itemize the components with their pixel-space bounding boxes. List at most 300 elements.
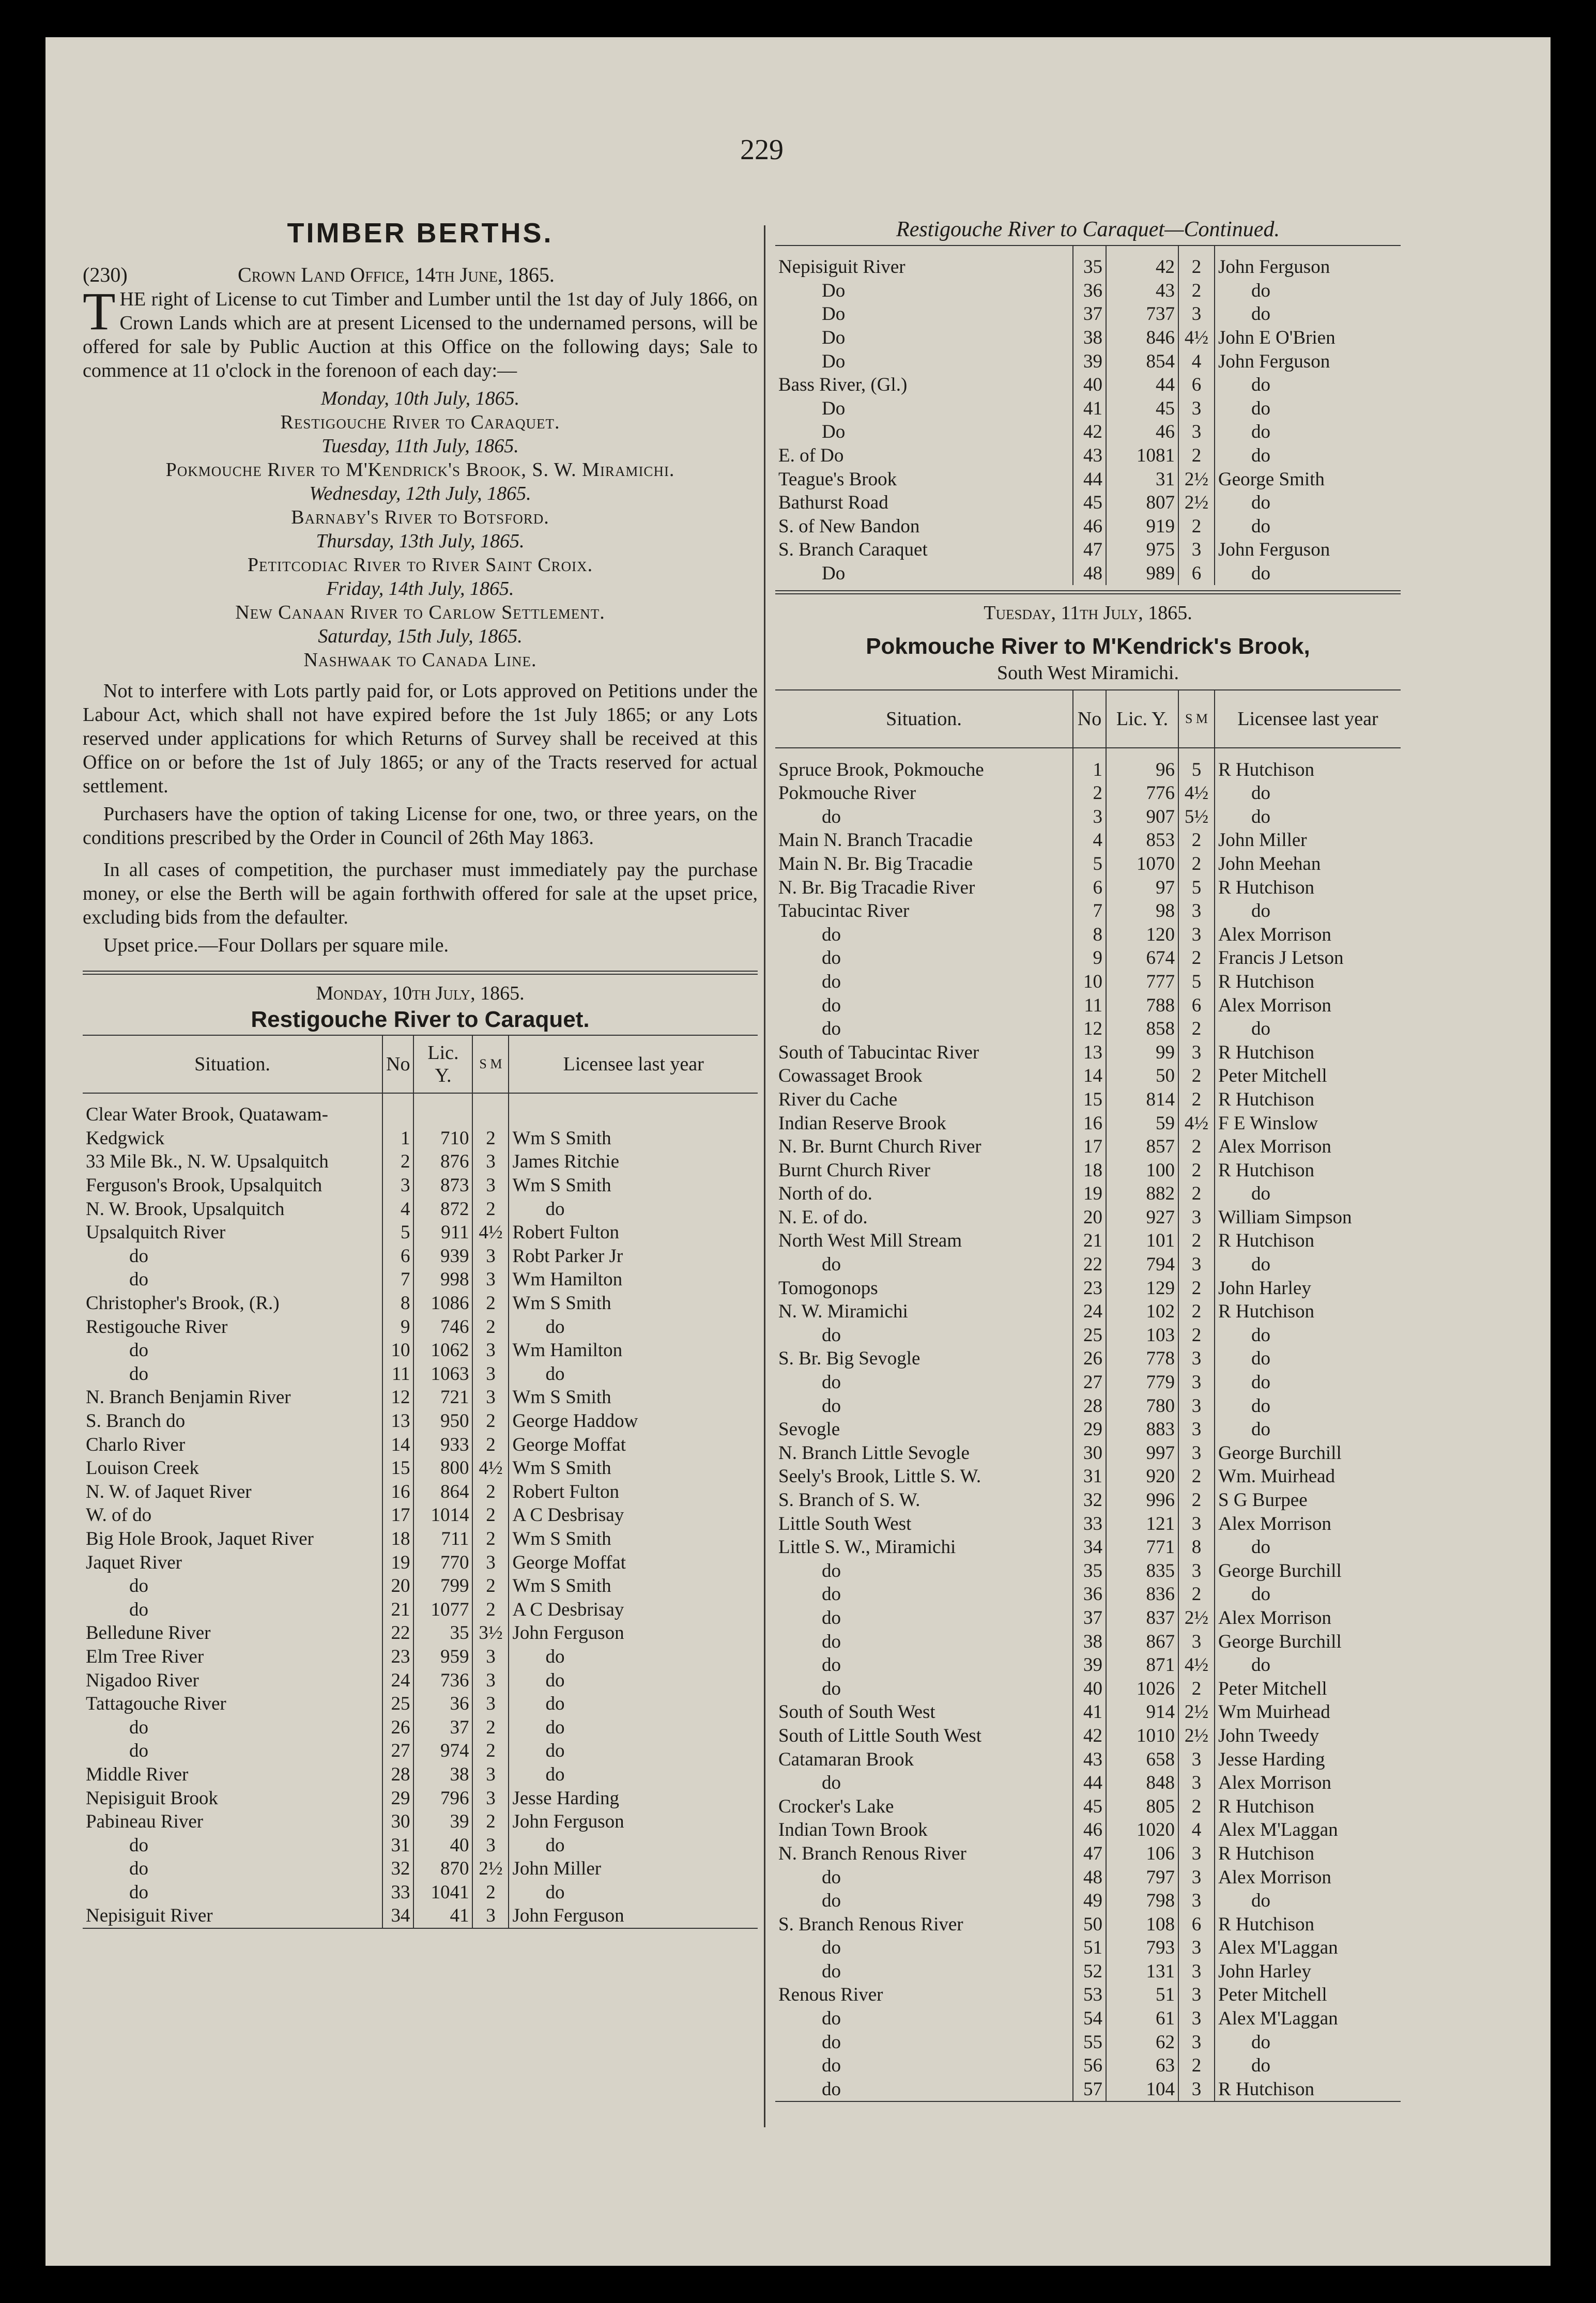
table-row xyxy=(83,1362,758,1386)
cell-sm: 3 xyxy=(1178,1253,1215,1277)
schedule-day: Monday, 10th July, 1865. xyxy=(320,388,520,409)
cell-lic-year: 746 xyxy=(413,1315,472,1339)
table-row xyxy=(775,245,1401,279)
cell-situation: Sevogle xyxy=(778,1419,840,1440)
schedule-route: Petitcodiac River to River Saint Croix. xyxy=(247,554,593,576)
header-sm: S M xyxy=(472,1035,509,1093)
table-row xyxy=(775,1135,1401,1159)
cell-no: 36 xyxy=(1073,1583,1106,1606)
cell-situation: Little South West xyxy=(778,1513,912,1534)
cell-situation: S. Br. Big Sevogle xyxy=(778,1348,920,1370)
cell-lic-year: 40 xyxy=(413,1833,472,1857)
cell-lic-year: 1086 xyxy=(413,1292,472,1315)
cell-sm: 3½ xyxy=(472,1621,509,1645)
table-row xyxy=(83,1857,758,1881)
cell-lic-year: 39 xyxy=(413,1810,472,1834)
cell-lic-year: 854 xyxy=(1106,349,1178,373)
table-row xyxy=(775,876,1401,899)
cell-no: 30 xyxy=(1073,1441,1106,1465)
cell-lic-year: 120 xyxy=(1106,923,1178,946)
cell-licensee: R Hutchison xyxy=(1215,1794,1401,1818)
cell-no: 33 xyxy=(1073,1512,1106,1536)
cell-no: 44 xyxy=(1073,1771,1106,1795)
cell-lic-year: 933 xyxy=(413,1433,472,1456)
cell-no: 27 xyxy=(1073,1371,1106,1394)
cell-lic-year: 771 xyxy=(1106,1536,1178,1559)
cell-licensee: do xyxy=(509,1315,758,1339)
cell-situation: River du Cache xyxy=(778,1088,898,1110)
table-row xyxy=(775,1606,1401,1630)
cell-no: 50 xyxy=(1073,1912,1106,1936)
cell-no: 51 xyxy=(1073,1936,1106,1960)
cell-licensee: F E Winslow xyxy=(1215,1111,1401,1135)
cell-sm: 3 xyxy=(472,1763,509,1787)
cell-licensee: Jesse Harding xyxy=(509,1786,758,1810)
cell-situation: Nepisiguit River xyxy=(778,256,906,278)
cell-licensee: Robt Parker Jr xyxy=(509,1245,758,1268)
cell-licensee: do xyxy=(1215,781,1401,805)
cell-situation: Burnt Church River xyxy=(778,1159,930,1181)
cell-situation: Main N. Branch Tracadie xyxy=(778,830,973,851)
cell-situation: S. Branch Caraquet xyxy=(778,539,928,561)
cell-licensee: John Miller xyxy=(509,1857,758,1881)
table-row xyxy=(775,444,1401,468)
table-row xyxy=(775,397,1401,421)
cell-lic-year: 876 xyxy=(413,1150,472,1174)
cell-no: 46 xyxy=(1073,515,1106,539)
cell-no: 35 xyxy=(1073,245,1106,279)
table-row xyxy=(775,1441,1401,1465)
cell-licensee: Wm S Smith xyxy=(509,1174,758,1197)
cell-licensee: Alex Morrison xyxy=(1215,1512,1401,1536)
cell-situation: N. W. Brook, Upsalquitch xyxy=(86,1198,285,1220)
cell-sm: 3 xyxy=(1178,1865,1215,1889)
cell-licensee: Peter Mitchell xyxy=(1215,1064,1401,1088)
cell-licensee: Wm S Smith xyxy=(509,1574,758,1598)
cell-licensee: John Ferguson xyxy=(1215,538,1401,562)
cell-licensee: do xyxy=(1215,420,1401,444)
cell-sm: 3 xyxy=(1178,2078,1215,2101)
cell-no: 14 xyxy=(382,1433,413,1456)
table-row xyxy=(775,373,1401,397)
cell-no: 29 xyxy=(1073,1418,1106,1441)
double-rule-right xyxy=(775,590,1401,594)
cell-situation: South of Little South West xyxy=(778,1725,982,1746)
cell-sm: 3 xyxy=(472,1786,509,1810)
cell-lic-year: 44 xyxy=(1106,373,1178,397)
cell-situation: do xyxy=(822,1772,841,1794)
cell-licensee: George Burchill xyxy=(1215,1559,1401,1583)
table-row xyxy=(775,1512,1401,1536)
cell-lic-year: 779 xyxy=(1106,1371,1178,1394)
header-lic: Lic. Y. xyxy=(413,1035,472,1093)
cell-situation: Renous River xyxy=(778,1984,883,2006)
cell-situation: do xyxy=(822,924,841,945)
table-row xyxy=(83,1292,758,1315)
cell-lic-year: 788 xyxy=(1106,993,1178,1017)
cell-no: 34 xyxy=(382,1904,413,1928)
notice-intro xyxy=(83,282,758,382)
cell-no: 2 xyxy=(382,1150,413,1174)
cell-no: 14 xyxy=(1073,1064,1106,1088)
table-row xyxy=(775,1465,1401,1488)
table-row xyxy=(775,1818,1401,1842)
cell-licensee: do xyxy=(1215,899,1401,923)
cell-sm: 2 xyxy=(1178,515,1215,539)
cell-situation: do xyxy=(822,2008,841,2030)
cell-no: 25 xyxy=(382,1692,413,1716)
table-row xyxy=(83,1527,758,1551)
cell-licensee: R Hutchison xyxy=(1215,1040,1401,1064)
table-row xyxy=(83,1550,758,1574)
cell-lic-year: 1010 xyxy=(1106,1724,1178,1748)
cell-lic-year: 61 xyxy=(1106,2007,1178,2031)
cell-sm: 3 xyxy=(472,1268,509,1292)
cell-sm: 3 xyxy=(1178,2030,1215,2054)
cell-lic-year: 975 xyxy=(1106,538,1178,562)
cell-sm: 3 xyxy=(1178,1747,1215,1771)
cell-lic-year: 799 xyxy=(413,1574,472,1598)
cell-licensee: Robert Fulton xyxy=(509,1480,758,1504)
cell-no: 46 xyxy=(1073,1818,1106,1842)
table-row xyxy=(775,1017,1401,1041)
cell-sm: 3 xyxy=(472,1245,509,1268)
cell-lic-year: 797 xyxy=(1106,1865,1178,1889)
cell-sm: 3 xyxy=(1178,1889,1215,1913)
cell-no: 22 xyxy=(382,1621,413,1645)
cell-lic-year: 51 xyxy=(1106,1983,1178,2007)
cell-no: 13 xyxy=(1073,1040,1106,1064)
cell-lic-year: 871 xyxy=(1106,1653,1178,1677)
table-row xyxy=(83,1904,758,1928)
table-row xyxy=(83,1715,758,1739)
cell-lic-year: 98 xyxy=(1106,899,1178,923)
cell-no: 16 xyxy=(382,1480,413,1504)
cell-situation: Big Hole Brook, Jaquet River xyxy=(86,1528,314,1549)
cell-no: 39 xyxy=(1073,1653,1106,1677)
cell-sm: 3 xyxy=(1178,1960,1215,1984)
cell-lic-year: 776 xyxy=(1106,781,1178,805)
cell-sm: 3 xyxy=(1178,538,1215,562)
cell-licensee: John Ferguson xyxy=(509,1621,758,1645)
cell-no: 2 xyxy=(1073,781,1106,805)
cell-no: 17 xyxy=(1073,1135,1106,1159)
cell-no: 21 xyxy=(1073,1229,1106,1253)
cell-licensee: A C Desbrisay xyxy=(509,1503,758,1527)
cell-lic-year: 998 xyxy=(413,1268,472,1292)
cell-no: 24 xyxy=(382,1668,413,1692)
cell-situation: Tabucintac River xyxy=(778,900,910,922)
cell-situation: do xyxy=(822,1560,841,1582)
cell-licensee: do xyxy=(1215,1182,1401,1206)
table-row xyxy=(775,946,1401,970)
cell-sm: 2½ xyxy=(1178,467,1215,491)
cell-lic-year: 106 xyxy=(1106,1842,1178,1866)
cell-licensee: do xyxy=(509,1668,758,1692)
cell-situation: N. Branch Renous River xyxy=(778,1843,966,1864)
cell-no: 52 xyxy=(1073,1960,1106,1984)
cell-lic-year: 777 xyxy=(1106,970,1178,994)
cell-no: 32 xyxy=(382,1857,413,1881)
cell-lic-year: 807 xyxy=(1106,491,1178,515)
table-row xyxy=(83,1503,758,1527)
cell-licensee: John Harley xyxy=(1215,1960,1401,1984)
table-row xyxy=(775,1936,1401,1960)
cell-lic-year: 914 xyxy=(1106,1700,1178,1724)
cell-sm: 2 xyxy=(472,1315,509,1339)
cell-licensee: John E O'Brien xyxy=(1215,326,1401,350)
table-row xyxy=(775,1724,1401,1748)
cell-licensee: R Hutchison xyxy=(1215,1158,1401,1182)
table-row xyxy=(775,1276,1401,1300)
cell-lic-year: 41 xyxy=(413,1904,472,1928)
cell-no: 32 xyxy=(1073,1488,1106,1512)
cell-situation: South of South West xyxy=(778,1701,935,1723)
cell-lic-year: 864 xyxy=(413,1480,472,1504)
cell-licensee: do xyxy=(1215,1394,1401,1418)
table-row xyxy=(775,1347,1401,1371)
cell-sm: 2 xyxy=(472,1503,509,1527)
cell-licensee: John Ferguson xyxy=(509,1904,758,1928)
cell-sm: 3 xyxy=(1178,1630,1215,1653)
cell-licensee: do xyxy=(1215,491,1401,515)
table-row xyxy=(775,1677,1401,1700)
cell-sm: 3 xyxy=(472,1174,509,1197)
cell-no: 11 xyxy=(1073,993,1106,1017)
notice-number: (230) xyxy=(83,263,128,286)
cell-situation: E. of Do xyxy=(778,445,844,467)
cell-lic-year: 658 xyxy=(1106,1747,1178,1771)
table-row xyxy=(775,781,1401,805)
notice-heading: TIMBER BERTHS. xyxy=(287,218,554,249)
cell-no: 3 xyxy=(382,1174,413,1197)
monday-table xyxy=(83,1035,758,1928)
cell-no: 27 xyxy=(382,1739,413,1763)
tuesday-subtitle: South West Miramichi. xyxy=(997,662,1179,684)
cell-no: 36 xyxy=(1073,279,1106,303)
cell-lic-year: 1081 xyxy=(1106,444,1178,468)
table-row xyxy=(775,1536,1401,1559)
cell-lic-year: 31 xyxy=(1106,467,1178,491)
cell-sm: 2 xyxy=(1178,852,1215,876)
cell-situation: Do xyxy=(822,563,846,585)
cell-licensee: Alex M'Laggan xyxy=(1215,1936,1401,1960)
cell-sm: 2 xyxy=(472,1715,509,1739)
table-row xyxy=(775,2007,1401,2031)
header-situation: Situation. xyxy=(83,1035,382,1093)
cell-lic-year: 848 xyxy=(1106,1771,1178,1795)
cell-lic-year: 853 xyxy=(1106,828,1178,852)
cell-licensee: Alex Morrison xyxy=(1215,923,1401,946)
table-row xyxy=(83,1480,758,1504)
cell-sm: 3 xyxy=(1178,1206,1215,1230)
table-row xyxy=(775,1865,1401,1889)
schedule-route: Restigouche River to Caraquet. xyxy=(280,411,560,433)
cell-licensee: do xyxy=(509,1881,758,1905)
cell-sm: 2 xyxy=(1178,2054,1215,2078)
cell-licensee: John Harley xyxy=(1215,1276,1401,1300)
cell-sm: 3 xyxy=(1178,1512,1215,1536)
cell-sm: 2 xyxy=(472,1574,509,1598)
cell-situation: Bass River, (Gl.) xyxy=(778,374,908,396)
cell-sm: 3 xyxy=(1178,397,1215,421)
cell-no: 53 xyxy=(1073,1983,1106,2007)
cell-licensee: A C Desbrisay xyxy=(509,1598,758,1621)
cell-no: 43 xyxy=(1073,444,1106,468)
cell-no: 29 xyxy=(382,1786,413,1810)
table-row xyxy=(83,1456,758,1480)
paragraph-option: Purchasers have the option of taking License for one, two, or three years, on the conditions prescribed by the Order in Council of 26th May 1863. xyxy=(83,803,758,849)
cell-situation: do xyxy=(129,1740,148,1762)
upset-price: Upset price.—Four Dollars per square mile. xyxy=(103,934,449,956)
table-row xyxy=(775,1960,1401,1984)
cell-licensee: Alex Morrison xyxy=(1215,1135,1401,1159)
table-row xyxy=(775,805,1401,829)
cell-licensee: John Ferguson xyxy=(1215,349,1401,373)
cell-no: 7 xyxy=(382,1268,413,1292)
cell-sm: 6 xyxy=(1178,993,1215,1017)
cell-no: 42 xyxy=(1073,420,1106,444)
cell-lic-year: 737 xyxy=(1106,302,1178,326)
cell-sm: 2 xyxy=(1178,1465,1215,1488)
cell-situation: do xyxy=(822,2078,841,2100)
header-no: No xyxy=(1073,690,1106,748)
table-row xyxy=(83,1386,758,1409)
cell-situation: Nepisiguit River xyxy=(86,1905,213,1927)
cell-sm: 3 xyxy=(1178,420,1215,444)
cell-sm: 5 xyxy=(1178,748,1215,781)
cell-no: 3 xyxy=(1073,805,1106,829)
table-row xyxy=(775,1206,1401,1230)
cell-sm: 3 xyxy=(1178,1418,1215,1441)
paragraph-competition: In all cases of competition, the purchaser must immediately pay the purchase money, or else the Berth will be again forthwith offered for sale at the upset price, excluding bids from the defaulter. xyxy=(83,859,758,928)
cell-sm: 2 xyxy=(472,1810,509,1834)
cell-no: 33 xyxy=(382,1881,413,1905)
cell-sm: 2 xyxy=(1178,1017,1215,1041)
paragraph-conditions: Not to interfere with Lots partly paid for, or Lots approved on Petitions under the Labour Act, which shall not have expired before the 1st July 1865; or any Lots reserved under applications for which Returns of Survey shall be received at this Office on or before the 1st of July 1865; or any of the Tracts reserved for actual settlement. xyxy=(83,680,758,797)
cell-lic-year: 102 xyxy=(1106,1300,1178,1324)
cell-no: 9 xyxy=(382,1315,413,1339)
cell-licensee: R Hutchison xyxy=(1215,1088,1401,1112)
cell-situation: do xyxy=(129,1269,148,1291)
cell-sm xyxy=(472,1093,509,1127)
cell-situation: W. of do xyxy=(86,1504,152,1526)
cell-no: 17 xyxy=(382,1503,413,1527)
cell-situation: Ferguson's Brook, Upsalquitch xyxy=(86,1175,323,1196)
cell-no: 18 xyxy=(382,1527,413,1551)
cell-licensee: Wm. Muirhead xyxy=(1215,1465,1401,1488)
cell-situation: do xyxy=(129,1858,148,1880)
cell-situation: S. Branch of S. W. xyxy=(778,1490,920,1511)
cell-no: 12 xyxy=(1073,1017,1106,1041)
cell-sm: 3 xyxy=(1178,1771,1215,1795)
cell-lic-year: 121 xyxy=(1106,1512,1178,1536)
header-lic: Lic. Y. xyxy=(1106,690,1178,748)
cell-no: 54 xyxy=(1073,2007,1106,2031)
cell-lic-year: 129 xyxy=(1106,1276,1178,1300)
cell-licensee: Wm Muirhead xyxy=(1215,1700,1401,1724)
cell-no: 1 xyxy=(382,1127,413,1150)
cell-lic-year: 796 xyxy=(413,1786,472,1810)
cell-situation: do xyxy=(129,1834,148,1856)
cell-licensee: do xyxy=(1215,805,1401,829)
cell-lic-year: 974 xyxy=(413,1739,472,1763)
sale-schedule xyxy=(83,387,758,672)
cell-situation: S. Branch do xyxy=(86,1410,186,1432)
table-row xyxy=(775,993,1401,1017)
cell-licensee: Francis J Letson xyxy=(1215,946,1401,970)
table-row xyxy=(775,899,1401,923)
table-row xyxy=(83,1881,758,1905)
cell-licensee: do xyxy=(1215,562,1401,586)
cell-lic-year: 793 xyxy=(1106,1936,1178,1960)
cell-sm: 5 xyxy=(1178,876,1215,899)
cell-licensee: John Ferguson xyxy=(1215,245,1401,279)
cell-no: 4 xyxy=(1073,828,1106,852)
cell-sm: 3 xyxy=(1178,1936,1215,1960)
cell-situation: do xyxy=(822,1866,841,1888)
cell-lic-year: 883 xyxy=(1106,1418,1178,1441)
cell-no: 34 xyxy=(1073,1536,1106,1559)
cell-lic-year: 674 xyxy=(1106,946,1178,970)
cell-no: 55 xyxy=(1073,2030,1106,2054)
cell-situation: do xyxy=(129,1340,148,1361)
cell-situation: Jaquet River xyxy=(86,1552,182,1573)
cell-licensee: Wm S Smith xyxy=(509,1127,758,1150)
cell-licensee: do xyxy=(509,1739,758,1763)
cell-situation: Indian Reserve Brook xyxy=(778,1112,946,1134)
cell-situation: North West Mill Stream xyxy=(778,1230,962,1252)
cell-licensee: John Miller xyxy=(1215,828,1401,852)
cell-situation: Pokmouche River xyxy=(778,782,916,804)
cell-sm: 3 xyxy=(472,1550,509,1574)
table-row xyxy=(775,1371,1401,1394)
cell-licensee: do xyxy=(1215,515,1401,539)
cell-licensee: Jesse Harding xyxy=(1215,1747,1401,1771)
cell-sm: 2 xyxy=(1178,1300,1215,1324)
cell-licensee: do xyxy=(509,1692,758,1716)
cell-no: 18 xyxy=(1073,1158,1106,1182)
cell-situation: do xyxy=(129,1599,148,1620)
cell-lic-year: 882 xyxy=(1106,1182,1178,1206)
cell-licensee: Alex Morrison xyxy=(1215,1606,1401,1630)
cell-lic-year: 959 xyxy=(413,1645,472,1669)
cell-situation: do xyxy=(822,1960,841,1982)
cell-lic-year: 950 xyxy=(413,1409,472,1433)
cell-lic-year: 108 xyxy=(1106,1912,1178,1936)
cell-situation: do xyxy=(822,947,841,969)
drop-cap: T xyxy=(83,282,116,341)
cell-licensee: R Hutchison xyxy=(1215,2078,1401,2101)
cell-situation: Do xyxy=(822,350,846,372)
table-row xyxy=(775,2054,1401,2078)
continued-title: Restigouche River to Caraquet—Continued. xyxy=(896,218,1280,241)
cell-lic-year: 846 xyxy=(1106,326,1178,350)
cell-lic-year: 36 xyxy=(413,1692,472,1716)
tuesday-table xyxy=(775,689,1401,2101)
table-row xyxy=(775,1418,1401,1441)
table-row xyxy=(775,1747,1401,1771)
cell-sm: 3 xyxy=(1178,1040,1215,1064)
cell-no: 5 xyxy=(382,1221,413,1245)
cell-licensee: do xyxy=(509,1763,758,1787)
table-row xyxy=(83,1174,758,1197)
cell-sm: 2 xyxy=(1178,828,1215,852)
cell-situation: N. Br. Big Tracadie River xyxy=(778,877,975,898)
cell-lic-year: 996 xyxy=(1106,1488,1178,1512)
cell-licensee: George Haddow xyxy=(509,1409,758,1433)
schedule-entry xyxy=(83,482,758,529)
